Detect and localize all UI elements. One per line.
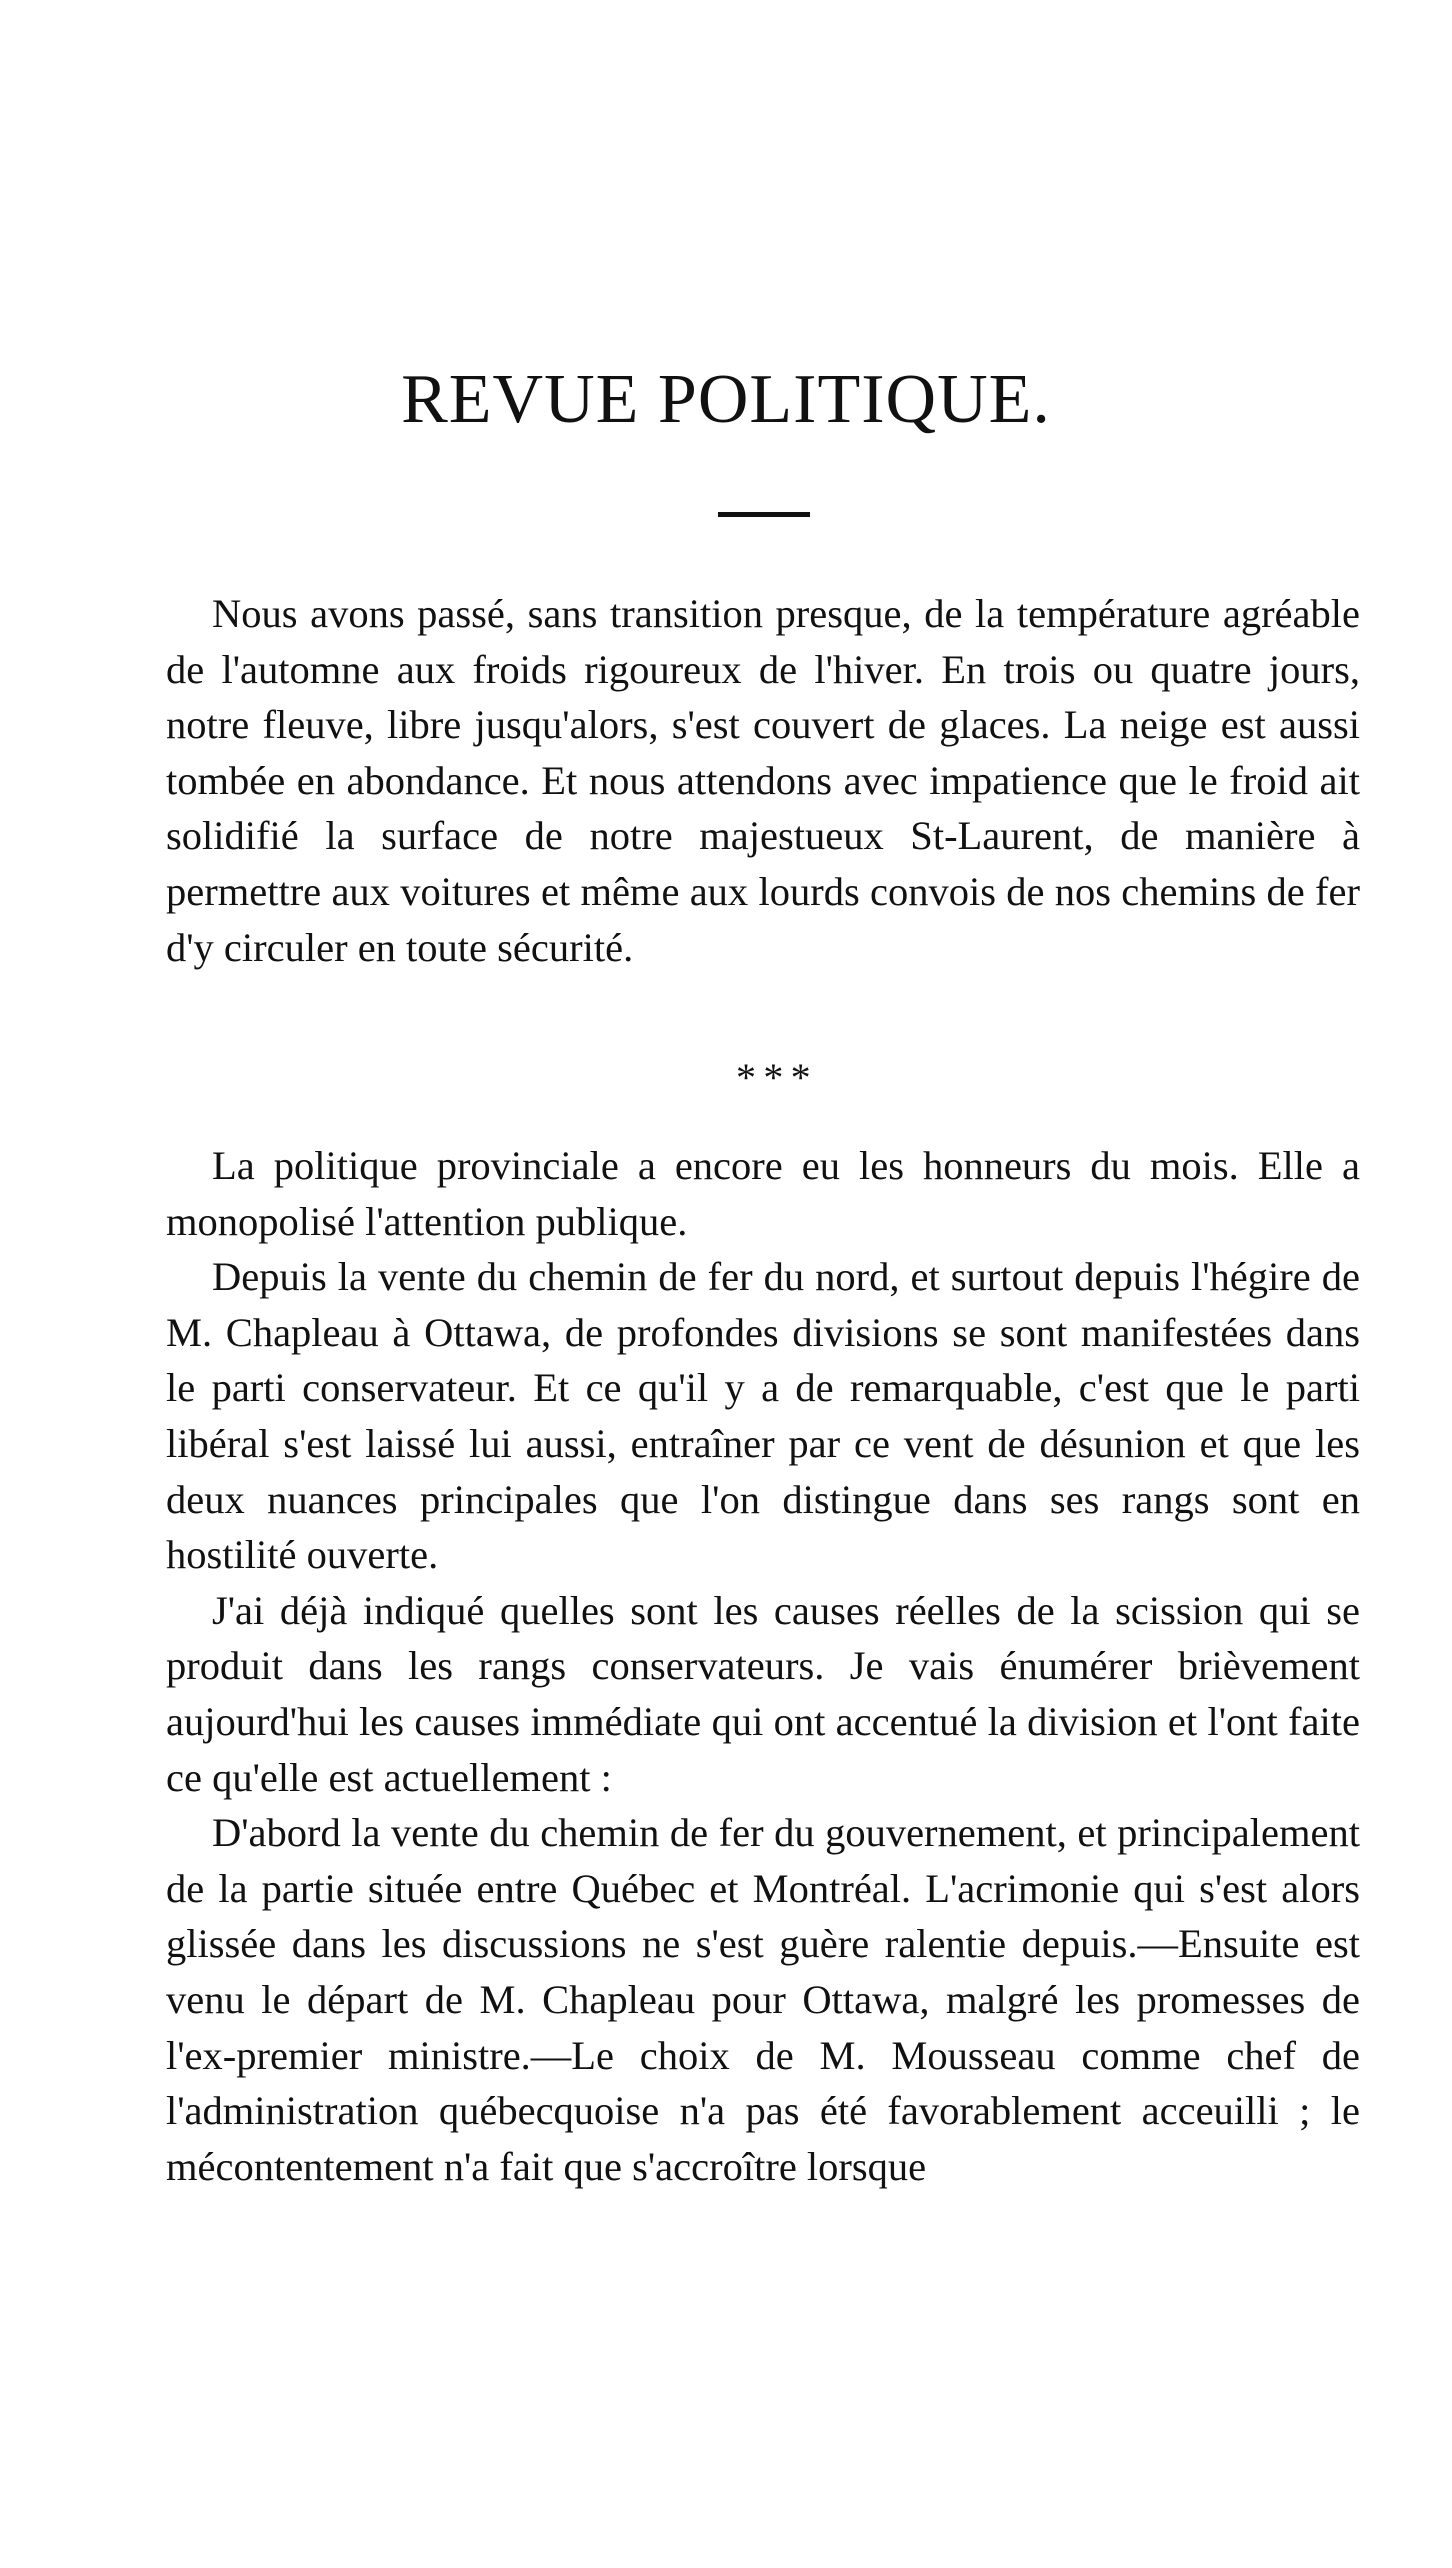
article-body-section-1: [166, 586, 1360, 975]
article-body-section-2: [166, 1138, 1360, 2194]
paragraph: Nous avons passé, sans transition presque, de la température agréable de l'automne aux froids rigoureux de l'hiver. En trois ou quatre jours, notre fleuve, libre jusqu'alors, s'est couvert de glaces. La neige est aussi tombée en abondance. Et nous attendons avec impatience que le froid ait solidifié la surface de notre majestueux St-Laurent, de manière à permettre aux voitures et même aux lourds convois de nos chemins de fer d'y circuler en toute sécurité.: [166, 591, 1360, 970]
section-separator: * * *: [736, 1055, 813, 1100]
paragraph: La politique provinciale a encore eu les honneurs du mois. Elle a monopolisé l'attention publique.: [166, 1143, 1360, 1244]
paragraph: J'ai déjà indiqué quelles sont les causes réelles de la scission qui se produit dans les rangs conservateurs. Je vais énumérer brièvement aujourd'hui les causes immédiate qui ont accentué la division et l'ont faite ce qu'elle est actuellement :: [166, 1587, 1360, 1800]
article-title: REVUE POLITIQUE.: [401, 361, 1051, 438]
paragraph: Depuis la vente du chemin de fer du nord, et surtout depuis l'hégire de M. Chapleau à Ottawa, de profondes divisions se sont manifestées dans le parti conservateur. Et ce qu'il y a de remarquable, c'est que le parti libéral s'est laissé lui aussi, entraîner par ce vent de désunion et que les deux nuances principales que l'on distingue dans ses rangs sont en hostilité ouverte.: [166, 1254, 1360, 1578]
paragraph: D'abord la vente du chemin de fer du gouvernement, et principalement de la partie située entre Québec et Montréal. L'acrimonie qui s'est alors glissée dans les discussions ne s'est guère ralentie depuis.—Ensuite est venu le départ de M. Chapleau pour Ottawa, malgré les promesses de l'ex-premier ministre.—Le choix de M. Mousseau comme chef de l'administration québecquoise n'a pas été favorablement acceuilli ; le mécontentement n'a fait que s'accroître lorsque: [166, 1810, 1360, 2189]
title-rule: [718, 512, 810, 517]
